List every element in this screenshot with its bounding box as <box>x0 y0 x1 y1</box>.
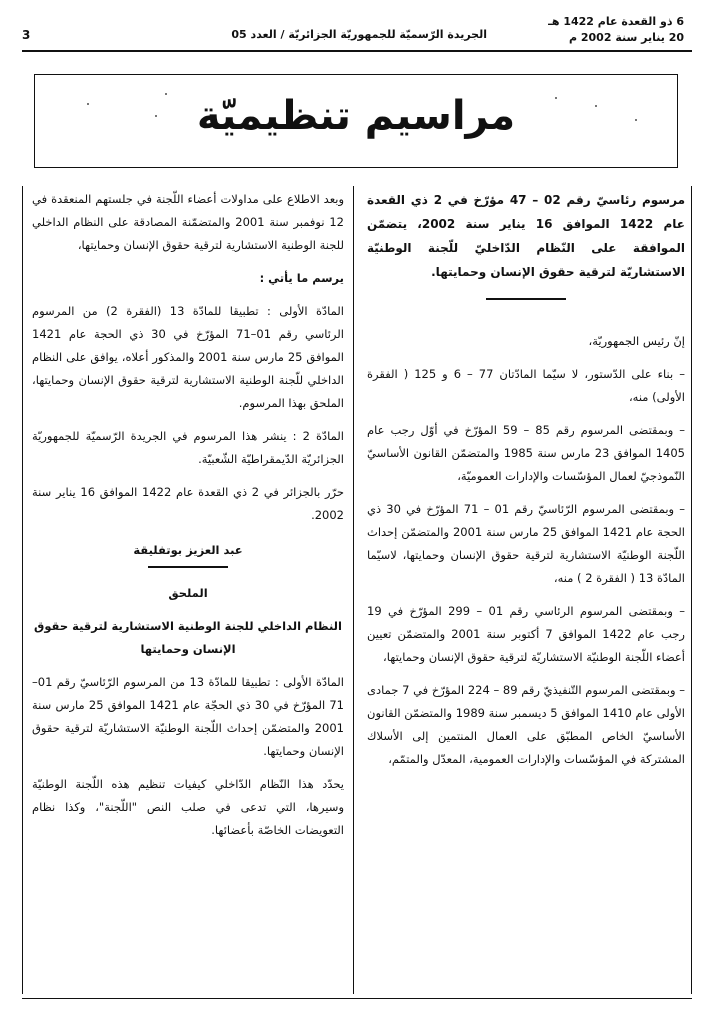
right-column <box>367 188 685 781</box>
annex-title: النظام الداخلي للجنة الوطنية الاستشارية لترقية حقوق الإنسان وحمايتها <box>34 619 342 656</box>
column-border-right <box>691 186 692 994</box>
signature: عبد العزيز بوتفليقة <box>133 543 243 557</box>
issued-at: حرّر بالجزائر في 2 ذي القعدة عام 1422 الموافق 16 يناير سنة 2002. <box>32 485 345 522</box>
scan-speck <box>155 115 157 117</box>
column-divider <box>353 186 354 994</box>
section-title-box <box>34 74 678 168</box>
scan-speck <box>595 105 597 107</box>
gazette-page <box>22 8 692 1012</box>
article-2: المادّة 2 : ينشر هذا المرسوم في الجريدة الرّسميّة للجمهوريّة الجزائريّة الدّيمقراطيّة الشّعبيّة. <box>32 429 344 466</box>
column-border-left <box>22 186 23 994</box>
date-hijri: 6 ذو القعدة عام 1422 هـ <box>548 15 684 28</box>
section-title: مراسيم تنظيميّة <box>196 93 516 139</box>
paragraph: – وبمقتضى المرسوم التّنفيذيّ رقم 89 – 224 المؤرّخ في 7 جمادى الأولى عام 1410 الموافق 5 ديسمبر سنة 1989 والمتضمّن القانون الأساسيّ الخاص المطبّق على العمال المنتمين إلى الأسلاك المشتركة في المؤسّسات والإدارات العمومية، المعدّل والمتمّم، <box>367 683 686 766</box>
scan-speck <box>87 103 89 105</box>
scan-speck <box>555 97 557 99</box>
annex-article-1: المادّة الأولى : تطبيقا للمادّة 13 من المرسوم الرّئاسيّ رقم 01–71 المؤرّخ في 30 ذي الحجّة عام 1421 الموافق 25 مارس سنة 2001 والمتضمّن إحداث اللّجنة الوطنيّة الاستشاريّة لترقية حقوق الإنسان وحمايتها. <box>32 675 344 758</box>
separator-rule <box>148 566 228 568</box>
decree-statement: يرسم ما يأتي : <box>259 271 344 285</box>
page-number: 3 <box>22 28 31 42</box>
paragraph: وبعد الاطلاع على مداولات أعضاء اللّجنة في جلستهم المنعقدة في 12 نوفمبر سنة 2001 والمتضمّنة المصادقة على النظام الداخلي للجنة الوطنية الاستشارية لترقية حقوق الإنسان وحمايتها، <box>32 192 344 252</box>
scan-speck <box>635 119 637 121</box>
scan-speck <box>165 93 167 95</box>
annex-label: الملحق <box>168 586 208 600</box>
page-header <box>22 8 692 52</box>
left-column <box>32 188 344 852</box>
page-bottom-rule <box>22 998 692 999</box>
paragraph: – وبمقتضى المرسوم الرئاسي رقم 01 – 299 المؤرّخ في 19 رجب عام 1422 الموافق 7 أكتوبر سنة 2001 والمتضمّن تعيين أعضاء اللّجنة الوطنيّة الاستشاريّة لترقية حقوق الإنسان وحمايتها، <box>367 604 685 664</box>
separator-rule <box>486 298 566 300</box>
paragraph: إنّ رئيس الجمهوريّة، <box>588 334 685 348</box>
decree-heading: مرسوم رئاسيّ رقم 02 – 47 مؤرّخ في 2 ذي القعدة عام 1422 الموافق 16 يناير سنة 2002، يتضمّن الموافقة على النّظام الدّاخليّ للّجنة الوطنيّة الاستشاريّة لترقية حقوق الإنسان وحمايتها. <box>367 193 686 279</box>
date-gregorian: 20 يناير سنة 2002 م <box>568 31 684 44</box>
paragraph: – وبمقتضى المرسوم الرّئاسيّ رقم 01 – 71 المؤرّخ في 30 ذي الحجة عام 1421 الموافق 25 مارس سنة 2001 والمتضمّن إحداث اللّجنة الوطنيّة الاستشارية لترقية حقوق الإنسان وحمايتها، لاسيّما المادّة 13 ( الفقرة 2 ) منه، <box>367 502 686 585</box>
paragraph: – بناء على الدّستور، لا سيّما المادّتان 77 – 6 و 125 ( الفقرة الأولى) منه، <box>367 367 685 404</box>
article-1: المادّة الأولى : تطبيقا للمادّة 13 (الفقرة 2) من المرسوم الرئاسي رقم 01–71 المؤرّخ في 30 ذي الحجة عام 1421 الموافق 25 مارس سنة 2001 والمذكور أعلاه، يوافق على النظام الداخلي للّجنة الوطنية الاستشارية لترقية حقوق الإنسان وحمايتها، الملحق بهذا المرسوم. <box>32 304 344 410</box>
issue-dates <box>548 14 684 46</box>
paragraph: – وبمقتضى المرسوم رقم 85 – 59 المؤرّخ في أوّل رجب عام 1405 الموافق 23 مارس سنة 1985 والمتضمّن القانون الأساسيّ النّموذجيّ لعمال المؤسّسات والإدارات العموميّة، <box>367 423 686 483</box>
annex-paragraph: يحدّد هذا النّظام الدّاخلي كيفيات تنظيم هذه اللّجنة الوطنيّة وسيرها، التي تدعى في صلب النص "اللّجنة"، وكذا نظام التعويضات الخاصّة بأعضائها. <box>32 777 344 837</box>
journal-title: الجريدة الرّسميّة للجمهوريّة الجزائريّة / العدد 05 <box>231 28 487 41</box>
